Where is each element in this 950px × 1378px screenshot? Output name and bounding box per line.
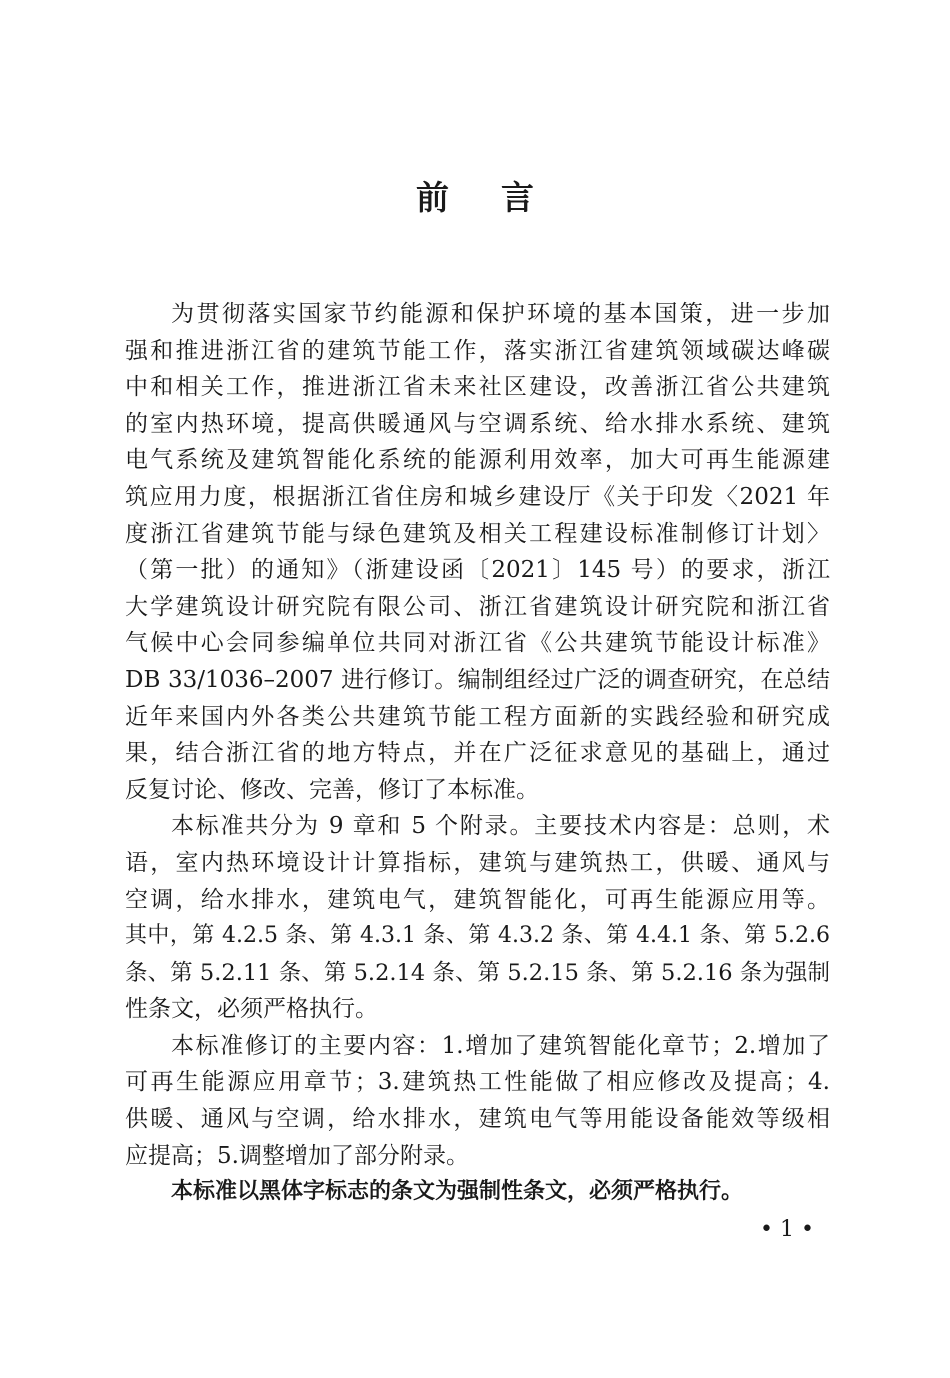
- text-line: 的室内热环境，提高供暖通风与空调系统、给水排水系统、建筑: [125, 410, 830, 437]
- text-line: 性条文，必须严格执行。: [125, 996, 378, 1023]
- page-number: • 1 •: [760, 1217, 814, 1242]
- text-line: 其中，第 4.2.5 条、第 4.3.1 条、第 4.3.2 条、第 4.4.1 条、第 5.2.6: [125, 923, 830, 949]
- mandatory-clause-note: 本标准以黑体字标志的条文为强制性条文，必须严格执行。: [171, 1179, 744, 1205]
- text-line: DB 33/1036–2007 进行修订。编制组经过广泛的调查研究，在总结: [125, 666, 830, 693]
- page-title: [0, 172, 950, 219]
- text-line: 语，室内热环境设计计算指标，建筑与建筑热工，供暖、通风与: [125, 849, 830, 876]
- text-line: 可再生能源应用章节；3.建筑热工性能做了相应修改及提高；4.: [125, 1069, 830, 1096]
- text-line: 筑应用力度，根据浙江省住房和城乡建设厅《关于印发〈2021 年: [125, 483, 830, 510]
- text-line: 电气系统及建筑智能化系统的能源利用效率，加大可再生能源建: [125, 447, 830, 474]
- text-line: 供暖、通风与空调，给水排水，建筑电气等用能设备能效等级相: [125, 1106, 830, 1133]
- text-line: 近年来国内外各类公共建筑节能工程方面新的实践经验和研究成: [125, 703, 830, 730]
- title-char-2: 言: [501, 178, 534, 217]
- title-char-1: 前: [416, 178, 449, 217]
- text-line: 空调，给水排水，建筑电气，建筑智能化，可再生能源应用等。: [125, 886, 830, 913]
- text-line: 果，结合浙江省的地方特点，并在广泛征求意见的基础上，通过: [125, 740, 830, 767]
- text-line: 大学建筑设计研究院有限公司、浙江省建筑设计研究院和浙江省: [125, 593, 830, 620]
- text-line: 气候中心会同参编单位共同对浙江省《公共建筑节能设计标准》: [125, 630, 830, 657]
- text-line: 条、第 5.2.11 条、第 5.2.14 条、第 5.2.15 条、第 5.2.16 条为强制: [125, 959, 830, 986]
- text-line: 为贯彻落实国家节约能源和保护环境的基本国策，进一步加: [171, 301, 830, 327]
- text-line: （第一批）的通知》（浙建设函〔2021〕145 号）的要求，浙江: [125, 557, 830, 584]
- text-line: 中和相关工作，推进浙江省未来社区建设，改善浙江省公共建筑: [125, 374, 830, 401]
- text-line: 本标准共分为 9 章和 5 个附录。主要技术内容是：总则，术: [171, 813, 830, 840]
- preface-body: [125, 296, 830, 1211]
- text-line: 强和推进浙江省的建筑节能工作，落实浙江省建筑领域碳达峰碳: [125, 337, 830, 364]
- text-line: 应提高；5.调整增加了部分附录。: [125, 1142, 469, 1169]
- text-line: 度浙江省建筑节能与绿色建筑及相关工程建设标准制修订计划〉: [125, 520, 830, 547]
- text-line: 本标准修订的主要内容：1.增加了建筑智能化章节；2.增加了: [171, 1032, 830, 1059]
- text-line: 反复讨论、修改、完善，修订了本标准。: [125, 776, 539, 803]
